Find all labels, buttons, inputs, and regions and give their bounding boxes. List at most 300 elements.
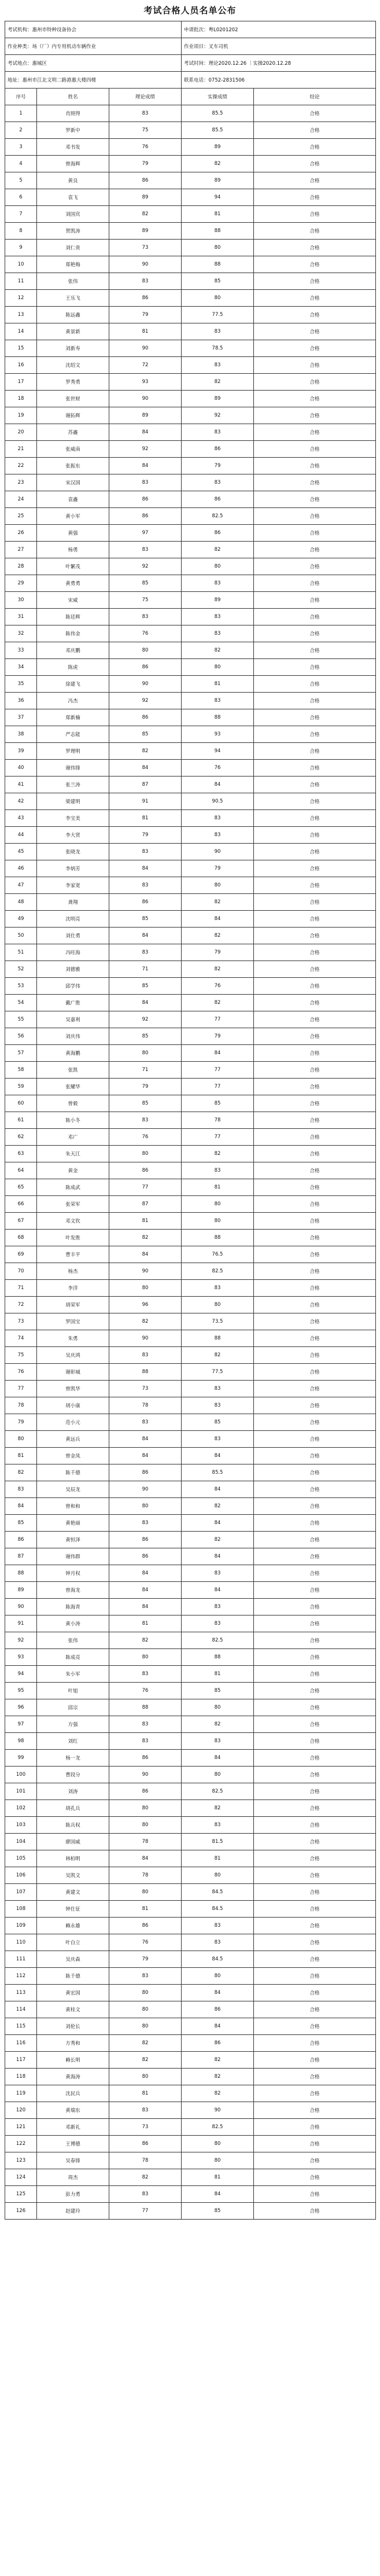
table-row [5, 1481, 376, 1498]
table-row [5, 1464, 376, 1481]
theory-score-cell: 76 [109, 1934, 182, 1951]
theory-score-cell: 90 [109, 1481, 182, 1498]
theory-score-cell: 79 [109, 827, 182, 844]
table-row [5, 558, 376, 575]
info-row [5, 21, 376, 38]
theory-score-cell: 80 [109, 1800, 182, 1817]
result-cell: 合格 [254, 827, 376, 844]
row-number-cell: 40 [5, 760, 37, 777]
name-cell: 林柏明 [37, 1850, 109, 1867]
table-row [5, 1867, 376, 1884]
name-cell: 曹丰平 [37, 1246, 109, 1263]
table-row [5, 2102, 376, 2119]
practical-score-cell: 79 [182, 1028, 254, 1045]
results-table-body [5, 21, 376, 2220]
table-row [5, 2085, 376, 2102]
practical-score-cell: 88 [182, 709, 254, 726]
table-row [5, 1297, 376, 1313]
practical-score-cell: 88 [182, 1649, 254, 1666]
practical-score-cell: 83 [182, 1918, 254, 1934]
table-row [5, 1649, 376, 1666]
theory-score-cell: 90 [109, 391, 182, 407]
result-cell: 合格 [254, 693, 376, 709]
name-cell: 戴广胜 [37, 995, 109, 1011]
practical-score-cell: 80 [182, 1767, 254, 1783]
result-cell: 合格 [254, 1129, 376, 1146]
result-cell: 合格 [254, 1901, 376, 1918]
table-row [5, 1565, 376, 1582]
table-row [5, 609, 376, 625]
row-number-cell: 39 [5, 743, 37, 760]
practical-score-cell: 85.5 [182, 105, 254, 122]
name-cell: 胡孔兵 [37, 1800, 109, 1817]
table-row [5, 1280, 376, 1297]
result-cell: 合格 [254, 458, 376, 474]
practical-score-cell: 80 [182, 1213, 254, 1230]
practical-score-cell: 83 [182, 424, 254, 441]
theory-score-cell: 83 [109, 844, 182, 860]
result-cell: 合格 [254, 1934, 376, 1951]
table-row [5, 1985, 376, 2001]
name-cell: 冯杰 [37, 693, 109, 709]
theory-score-cell: 77 [109, 1179, 182, 1196]
header-cell: 姓名 [37, 89, 109, 105]
result-cell: 合格 [254, 1632, 376, 1649]
practical-score-cell: 82 [182, 894, 254, 911]
name-cell: 吴春锋 [37, 2152, 109, 2169]
result-cell: 合格 [254, 978, 376, 995]
row-number-cell: 76 [5, 1364, 37, 1381]
table-row [5, 1750, 376, 1767]
row-number-cell: 59 [5, 1079, 37, 1095]
name-cell: 邓文钦 [37, 1213, 109, 1230]
name-cell: 黄宏国 [37, 1985, 109, 2001]
row-number-cell: 41 [5, 777, 37, 793]
table-row [5, 2069, 376, 2085]
practical-score-cell: 83 [182, 1934, 254, 1951]
name-cell: 吴辰龙 [37, 1481, 109, 1498]
practical-score-cell: 82 [182, 2052, 254, 2069]
result-cell: 合格 [254, 777, 376, 793]
name-cell: 黄海鹏 [37, 1045, 109, 1062]
table-row [5, 1498, 376, 1515]
table-row [5, 525, 376, 542]
theory-score-cell: 75 [109, 592, 182, 609]
name-cell: 朱天江 [37, 1146, 109, 1162]
theory-score-cell: 90 [109, 676, 182, 693]
result-cell: 合格 [254, 1582, 376, 1599]
result-cell: 合格 [254, 156, 376, 172]
result-cell: 合格 [254, 290, 376, 307]
theory-score-cell: 85 [109, 978, 182, 995]
theory-score-cell: 71 [109, 961, 182, 978]
name-cell: 刘伦长 [37, 2018, 109, 2035]
practical-score-cell: 84 [182, 1515, 254, 1532]
table-row [5, 1448, 376, 1464]
practical-score-cell: 78 [182, 1112, 254, 1129]
name-cell: 李宝美 [37, 810, 109, 827]
name-cell: 方强 [37, 1716, 109, 1733]
table-row [5, 1532, 376, 1548]
name-cell: 吴庆森 [37, 1951, 109, 1968]
org-cell: 考试机构：惠州市特种设备协会 [5, 21, 182, 38]
practical-score-cell: 89 [182, 592, 254, 609]
result-cell: 合格 [254, 793, 376, 810]
result-cell: 合格 [254, 340, 376, 357]
result-cell: 合格 [254, 1733, 376, 1750]
table-row [5, 1179, 376, 1196]
row-number-cell: 36 [5, 693, 37, 709]
name-cell: 谢伟锋 [37, 760, 109, 777]
theory-score-cell: 86 [109, 709, 182, 726]
name-cell: 王博德 [37, 2136, 109, 2152]
practical-score-cell: 83 [182, 1565, 254, 1582]
row-number-cell: 94 [5, 1666, 37, 1683]
theory-score-cell: 82 [109, 743, 182, 760]
practical-score-cell: 83 [182, 357, 254, 374]
row-number-cell: 75 [5, 1347, 37, 1364]
table-row [5, 1901, 376, 1918]
theory-score-cell: 73 [109, 240, 182, 256]
theory-score-cell: 83 [109, 609, 182, 625]
practical-score-cell: 84 [182, 777, 254, 793]
row-number-cell: 63 [5, 1146, 37, 1162]
row-number-cell: 119 [5, 2085, 37, 2102]
theory-score-cell: 83 [109, 1968, 182, 1985]
row-number-cell: 118 [5, 2069, 37, 2085]
theory-score-cell: 86 [109, 1548, 182, 1565]
table-row [5, 1213, 376, 1230]
theory-score-cell: 78 [109, 1867, 182, 1884]
table-row [5, 1263, 376, 1280]
result-cell: 合格 [254, 2018, 376, 2035]
row-number-cell: 109 [5, 1918, 37, 1934]
practical-score-cell: 82.5 [182, 1263, 254, 1280]
result-cell: 合格 [254, 2152, 376, 2169]
info-row [5, 55, 376, 72]
row-number-cell: 81 [5, 1448, 37, 1464]
practical-score-cell: 84 [182, 1985, 254, 2001]
row-number-cell: 88 [5, 1565, 37, 1582]
theory-score-cell: 83 [109, 1414, 182, 1431]
name-cell: 黄金 [37, 1162, 109, 1179]
practical-score-cell: 82 [182, 961, 254, 978]
theory-score-cell: 81 [109, 810, 182, 827]
theory-score-cell: 92 [109, 441, 182, 458]
name-cell: 叶发胜 [37, 1230, 109, 1246]
header-cell: 理论成绩 [109, 89, 182, 105]
practical-score-cell: 84.5 [182, 1951, 254, 1968]
row-number-cell: 3 [5, 139, 37, 156]
name-cell: 谢拓辉 [37, 407, 109, 424]
practical-score-cell: 80 [182, 877, 254, 894]
table-row [5, 1666, 376, 1683]
row-number-cell: 120 [5, 2102, 37, 2119]
table-row [5, 760, 376, 777]
practical-score-cell: 76 [182, 760, 254, 777]
row-number-cell: 117 [5, 2052, 37, 2069]
result-cell: 合格 [254, 1968, 376, 1985]
row-number-cell: 55 [5, 1011, 37, 1028]
theory-score-cell: 86 [109, 508, 182, 525]
theory-score-cell: 84 [109, 860, 182, 877]
practical-score-cell: 84.5 [182, 1901, 254, 1918]
name-cell: 陈成武 [37, 1179, 109, 1196]
table-row [5, 1767, 376, 1783]
name-cell: 王乐飞 [37, 290, 109, 307]
name-cell: 李炳芳 [37, 860, 109, 877]
table-row [5, 1884, 376, 1901]
practical-score-cell: 85 [182, 273, 254, 290]
theory-score-cell: 89 [109, 223, 182, 240]
row-number-cell: 92 [5, 1632, 37, 1649]
name-cell: 朱小军 [37, 1666, 109, 1683]
name-cell: 叶自立 [37, 1934, 109, 1951]
theory-score-cell: 78 [109, 1397, 182, 1414]
result-cell: 合格 [254, 1666, 376, 1683]
name-cell: 罗新中 [37, 122, 109, 139]
practical-score-cell: 85 [182, 1095, 254, 1112]
result-cell: 合格 [254, 1146, 376, 1162]
table-row [5, 156, 376, 172]
theory-score-cell: 84 [109, 1582, 182, 1599]
table-row [5, 1095, 376, 1112]
name-cell: 罗国宝 [37, 1313, 109, 1330]
row-number-cell: 125 [5, 2186, 37, 2203]
row-number-cell: 96 [5, 1699, 37, 1716]
result-cell: 合格 [254, 1364, 376, 1381]
theory-score-cell: 79 [109, 307, 182, 323]
name-cell: 杨勇 [37, 542, 109, 558]
row-number-cell: 91 [5, 1615, 37, 1632]
row-number-cell: 50 [5, 928, 37, 944]
theory-score-cell: 77 [109, 2203, 182, 2220]
row-number-cell: 46 [5, 860, 37, 877]
table-row [5, 139, 376, 156]
name-cell: 陈成亮 [37, 1649, 109, 1666]
table-row [5, 424, 376, 441]
theory-score-cell: 90 [109, 1330, 182, 1347]
row-number-cell: 43 [5, 810, 37, 827]
theory-score-cell: 83 [109, 1666, 182, 1683]
table-row [5, 1716, 376, 1733]
table-row [5, 1079, 376, 1095]
row-number-cell: 57 [5, 1045, 37, 1062]
table-row [5, 793, 376, 810]
theory-score-cell: 82 [109, 2035, 182, 2052]
practical-score-cell: 84 [182, 1582, 254, 1599]
practical-score-cell: 77 [182, 1079, 254, 1095]
theory-score-cell: 80 [109, 1985, 182, 2001]
table-row [5, 1918, 376, 1934]
practical-score-cell: 81 [182, 2169, 254, 2186]
practical-score-cell: 88 [182, 1230, 254, 1246]
practical-score-cell: 83 [182, 625, 254, 642]
practical-score-cell: 90 [182, 844, 254, 860]
name-cell: 刘涛 [37, 1783, 109, 1800]
theory-score-cell: 84 [109, 1850, 182, 1867]
result-cell: 合格 [254, 1716, 376, 1733]
row-number-cell: 89 [5, 1582, 37, 1599]
practical-score-cell: 80 [182, 1297, 254, 1313]
table-row [5, 2052, 376, 2069]
practical-score-cell: 82.5 [182, 2119, 254, 2136]
name-cell: 陈千德 [37, 1464, 109, 1481]
practical-score-cell: 82 [182, 642, 254, 659]
practical-score-cell: 84 [182, 911, 254, 928]
name-cell: 刘仕勇 [37, 928, 109, 944]
theory-score-cell: 84 [109, 1431, 182, 1448]
practical-score-cell: 80 [182, 1867, 254, 1884]
theory-score-cell: 84 [109, 760, 182, 777]
name-cell: 吴凯文 [37, 1867, 109, 1884]
row-number-cell: 31 [5, 609, 37, 625]
row-number-cell: 15 [5, 340, 37, 357]
row-number-cell: 56 [5, 1028, 37, 1045]
name-cell: 罗秀勇 [37, 374, 109, 391]
row-number-cell: 48 [5, 894, 37, 911]
practical-score-cell: 82 [182, 928, 254, 944]
row-number-cell: 68 [5, 1230, 37, 1246]
theory-score-cell: 76 [109, 1129, 182, 1146]
row-number-cell: 85 [5, 1515, 37, 1532]
name-cell: 黄小军 [37, 508, 109, 525]
table-row [5, 1834, 376, 1850]
theory-score-cell: 82 [109, 2169, 182, 2186]
practical-score-cell: 82 [182, 374, 254, 391]
name-cell: 沈民兵 [37, 2085, 109, 2102]
name-cell: 邓书发 [37, 139, 109, 156]
result-cell: 合格 [254, 1230, 376, 1246]
row-number-cell: 5 [5, 172, 37, 189]
name-cell: 郑新楠 [37, 709, 109, 726]
theory-score-cell: 83 [109, 105, 182, 122]
table-row [5, 290, 376, 307]
row-number-cell: 34 [5, 659, 37, 676]
practical-score-cell: 92 [182, 407, 254, 424]
table-row [5, 240, 376, 256]
result-cell: 合格 [254, 2169, 376, 2186]
theory-score-cell: 80 [109, 1817, 182, 1834]
name-cell: 张耀华 [37, 1079, 109, 1095]
theory-score-cell: 82 [109, 2052, 182, 2069]
header-row [5, 89, 376, 105]
practical-score-cell: 80 [182, 2136, 254, 2152]
practical-score-cell: 86 [182, 2035, 254, 2052]
row-number-cell: 83 [5, 1481, 37, 1498]
name-cell: 胡荣军 [37, 1297, 109, 1313]
theory-score-cell: 83 [109, 542, 182, 558]
theory-score-cell: 86 [109, 491, 182, 508]
result-cell: 合格 [254, 1347, 376, 1364]
row-number-cell: 33 [5, 642, 37, 659]
table-row [5, 223, 376, 240]
table-row [5, 2035, 376, 2052]
name-cell: 李洋 [37, 1280, 109, 1297]
table-row [5, 256, 376, 273]
practical-score-cell: 80 [182, 2152, 254, 2169]
result-cell: 合格 [254, 860, 376, 877]
theory-score-cell: 81 [109, 1901, 182, 1918]
table-row [5, 1817, 376, 1834]
row-number-cell: 1 [5, 105, 37, 122]
result-cell: 合格 [254, 1800, 376, 1817]
practical-score-cell: 83 [182, 1397, 254, 1414]
result-cell: 合格 [254, 122, 376, 139]
result-cell: 合格 [254, 743, 376, 760]
theory-score-cell: 83 [109, 1716, 182, 1733]
theory-score-cell: 80 [109, 1649, 182, 1666]
practical-score-cell: 89 [182, 172, 254, 189]
row-number-cell: 114 [5, 2001, 37, 2018]
name-cell: 邓新礼 [37, 2119, 109, 2136]
practical-score-cell: 80 [182, 290, 254, 307]
result-cell: 合格 [254, 2035, 376, 2052]
table-row [5, 659, 376, 676]
table-row [5, 978, 376, 995]
name-cell: 曾金凤 [37, 1448, 109, 1464]
row-number-cell: 32 [5, 625, 37, 642]
row-number-cell: 87 [5, 1548, 37, 1565]
table-row [5, 407, 376, 424]
table-row [5, 726, 376, 743]
practical-score-cell: 80 [182, 1699, 254, 1716]
name-cell: 黄景新 [37, 323, 109, 340]
practical-score-cell: 83 [182, 1381, 254, 1397]
name-cell: 陈远鑫 [37, 307, 109, 323]
table-row [5, 1783, 376, 1800]
theory-score-cell: 80 [109, 1498, 182, 1515]
theory-score-cell: 84 [109, 995, 182, 1011]
row-number-cell: 73 [5, 1313, 37, 1330]
practical-score-cell: 82 [182, 156, 254, 172]
practical-score-cell: 83 [182, 1733, 254, 1750]
name-cell: 邱宗 [37, 1699, 109, 1716]
result-cell: 合格 [254, 1246, 376, 1263]
table-row [5, 1011, 376, 1028]
table-row [5, 2169, 376, 2186]
table-row [5, 642, 376, 659]
row-number-cell: 42 [5, 793, 37, 810]
theory-score-cell: 83 [109, 1112, 182, 1129]
batch-cell: 申请批次：粤L0201202 [182, 21, 376, 38]
result-cell: 合格 [254, 206, 376, 223]
result-cell: 合格 [254, 525, 376, 542]
result-cell: 合格 [254, 374, 376, 391]
result-cell: 合格 [254, 1985, 376, 2001]
result-cell: 合格 [254, 2136, 376, 2152]
practical-score-cell: 73.5 [182, 1313, 254, 1330]
name-cell: 赖长明 [37, 2052, 109, 2069]
practical-score-cell: 84.5 [182, 1884, 254, 1901]
theory-score-cell: 73 [109, 1381, 182, 1397]
theory-score-cell: 76 [109, 1683, 182, 1699]
practical-score-cell: 86 [182, 525, 254, 542]
result-cell: 合格 [254, 676, 376, 693]
practical-score-cell: 86 [182, 2001, 254, 2018]
row-number-cell: 8 [5, 223, 37, 240]
practical-score-cell: 76 [182, 978, 254, 995]
name-cell: 李家宽 [37, 877, 109, 894]
practical-score-cell: 83 [182, 474, 254, 491]
result-cell: 合格 [254, 1850, 376, 1867]
row-number-cell: 84 [5, 1498, 37, 1515]
table-row [5, 1313, 376, 1330]
table-row [5, 693, 376, 709]
row-number-cell: 22 [5, 458, 37, 474]
name-cell: 谢伟群 [37, 1548, 109, 1565]
result-cell: 合格 [254, 1532, 376, 1548]
